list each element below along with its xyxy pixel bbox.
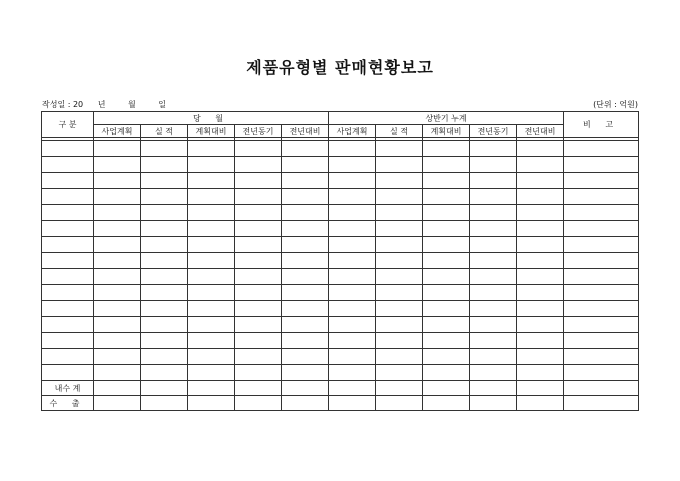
table-cell[interactable] <box>564 141 639 157</box>
table-cell[interactable] <box>235 396 282 411</box>
table-row <box>42 141 639 157</box>
table-cell[interactable] <box>94 237 141 253</box>
table-cell[interactable] <box>42 349 94 365</box>
table-cell[interactable] <box>141 269 188 285</box>
table-cell[interactable] <box>42 141 94 157</box>
table-cell[interactable] <box>188 285 235 301</box>
half-col-vs-prev-year: 전년대비 <box>517 125 564 138</box>
date-line <box>42 99 166 110</box>
table-row <box>42 253 639 269</box>
table-cell[interactable] <box>423 269 470 285</box>
footer-row-export <box>42 396 639 411</box>
table-cell[interactable] <box>376 141 423 157</box>
table-row <box>42 157 639 173</box>
table-cell[interactable] <box>42 237 94 253</box>
table-cell[interactable] <box>423 205 470 221</box>
table-cell[interactable] <box>188 301 235 317</box>
document-title: 제품유형별 판매현황보고 <box>246 58 434 77</box>
table-cell[interactable] <box>329 173 376 189</box>
table-cell[interactable] <box>94 141 141 157</box>
table-cell[interactable] <box>376 285 423 301</box>
table-cell[interactable] <box>235 381 282 396</box>
table-cell[interactable] <box>470 301 517 317</box>
table-cell[interactable] <box>423 157 470 173</box>
table-cell[interactable] <box>141 381 188 396</box>
table-cell[interactable] <box>564 285 639 301</box>
table-cell[interactable] <box>423 173 470 189</box>
table-cell[interactable] <box>517 173 564 189</box>
table-cell[interactable] <box>329 189 376 205</box>
table-cell[interactable] <box>564 365 639 381</box>
table-cell[interactable] <box>517 349 564 365</box>
table-cell[interactable] <box>94 365 141 381</box>
table-cell[interactable] <box>235 141 282 157</box>
table-cell[interactable] <box>329 141 376 157</box>
header-row-columns <box>42 125 639 138</box>
table-cell[interactable] <box>141 317 188 333</box>
table-cell[interactable] <box>517 157 564 173</box>
footer-row-label: 수 출 <box>42 396 94 411</box>
month-label: 월 <box>127 100 136 109</box>
table-cell[interactable] <box>42 253 94 269</box>
table-cell[interactable] <box>235 221 282 237</box>
table-cell[interactable] <box>141 141 188 157</box>
table-cell[interactable] <box>470 349 517 365</box>
table-cell[interactable] <box>42 205 94 221</box>
table-cell[interactable] <box>470 157 517 173</box>
table-cell[interactable] <box>564 317 639 333</box>
table-row <box>42 317 639 333</box>
table-cell[interactable] <box>517 221 564 237</box>
table-cell[interactable] <box>470 269 517 285</box>
table-cell[interactable] <box>188 253 235 269</box>
table-cell[interactable] <box>141 285 188 301</box>
table-cell[interactable] <box>235 205 282 221</box>
table-cell[interactable] <box>564 221 639 237</box>
table-cell[interactable] <box>376 237 423 253</box>
table-cell[interactable] <box>376 253 423 269</box>
table-row <box>42 269 639 285</box>
table-cell[interactable] <box>282 317 329 333</box>
table-cell[interactable] <box>329 396 376 411</box>
table-cell[interactable] <box>188 333 235 349</box>
table-cell[interactable] <box>282 237 329 253</box>
table-cell[interactable] <box>376 269 423 285</box>
table-cell[interactable] <box>564 253 639 269</box>
table-cell[interactable] <box>470 396 517 411</box>
table-cell[interactable] <box>376 221 423 237</box>
table-cell[interactable] <box>188 349 235 365</box>
table-cell[interactable] <box>282 285 329 301</box>
table-cell[interactable] <box>517 333 564 349</box>
half-col-prev-year: 전년동기 <box>470 125 517 138</box>
table-cell[interactable] <box>470 317 517 333</box>
table-cell[interactable] <box>517 396 564 411</box>
month-col-vs-plan: 계획대비 <box>188 125 235 138</box>
table-cell[interactable] <box>42 173 94 189</box>
table-cell[interactable] <box>517 381 564 396</box>
table-cell[interactable] <box>282 301 329 317</box>
table-cell[interactable] <box>141 173 188 189</box>
table-cell[interactable] <box>517 269 564 285</box>
table-cell[interactable] <box>94 221 141 237</box>
table-row <box>42 173 639 189</box>
table-cell[interactable] <box>94 205 141 221</box>
table-cell[interactable] <box>94 317 141 333</box>
table-cell[interactable] <box>235 365 282 381</box>
table-cell[interactable] <box>329 285 376 301</box>
table-row <box>42 221 639 237</box>
table-cell[interactable] <box>282 381 329 396</box>
table-cell[interactable] <box>470 173 517 189</box>
table-cell[interactable] <box>376 205 423 221</box>
table-row <box>42 301 639 317</box>
footer-row-label: 내수 계 <box>42 381 94 396</box>
day-label: 일 <box>158 100 166 109</box>
table-cell[interactable] <box>329 333 376 349</box>
table-cell[interactable] <box>282 365 329 381</box>
table-cell[interactable] <box>188 173 235 189</box>
category-header: 구 분 <box>42 112 94 138</box>
half-col-plan: 사업계획 <box>329 125 376 138</box>
table-cell[interactable] <box>282 189 329 205</box>
table-cell[interactable] <box>564 237 639 253</box>
table-cell[interactable] <box>141 349 188 365</box>
table-cell[interactable] <box>564 349 639 365</box>
table-cell[interactable] <box>517 189 564 205</box>
table-cell[interactable] <box>517 253 564 269</box>
table-cell[interactable] <box>188 269 235 285</box>
table-row <box>42 237 639 253</box>
table-row <box>42 205 639 221</box>
table-cell[interactable] <box>42 317 94 333</box>
table-cell[interactable] <box>329 301 376 317</box>
table-cell[interactable] <box>188 317 235 333</box>
table-cell[interactable] <box>564 189 639 205</box>
table-cell[interactable] <box>282 141 329 157</box>
table-cell[interactable] <box>235 349 282 365</box>
month-col-prev-year: 전년동기 <box>235 125 282 138</box>
table-cell[interactable] <box>42 285 94 301</box>
table-cell[interactable] <box>517 205 564 221</box>
table-cell[interactable] <box>564 396 639 411</box>
table-cell[interactable] <box>423 396 470 411</box>
table-cell[interactable] <box>517 285 564 301</box>
table-cell[interactable] <box>376 396 423 411</box>
table-cell[interactable] <box>282 349 329 365</box>
month-col-vs-prev-year: 전년대비 <box>282 125 329 138</box>
table-cell[interactable] <box>188 189 235 205</box>
table-cell[interactable] <box>470 381 517 396</box>
table-cell[interactable] <box>94 269 141 285</box>
table-cell[interactable] <box>423 237 470 253</box>
table-cell[interactable] <box>42 269 94 285</box>
table-cell[interactable] <box>282 253 329 269</box>
table-cell[interactable] <box>188 365 235 381</box>
table-cell[interactable] <box>376 301 423 317</box>
table-cell[interactable] <box>282 173 329 189</box>
table-cell[interactable] <box>42 365 94 381</box>
table-cell[interactable] <box>564 173 639 189</box>
table-cell[interactable] <box>376 333 423 349</box>
table-cell[interactable] <box>517 237 564 253</box>
table-cell[interactable] <box>329 253 376 269</box>
table-cell[interactable] <box>423 381 470 396</box>
table-cell[interactable] <box>329 317 376 333</box>
year-label: 년 <box>97 100 106 109</box>
table-cell[interactable] <box>423 301 470 317</box>
half-year-header: 상반기 누계 <box>329 112 564 125</box>
month-col-actual: 실 적 <box>141 125 188 138</box>
table-cell[interactable] <box>94 285 141 301</box>
table-cell[interactable] <box>235 285 282 301</box>
table-cell[interactable] <box>376 365 423 381</box>
table-cell[interactable] <box>470 285 517 301</box>
header-row-groups <box>42 112 639 125</box>
table-cell[interactable] <box>235 237 282 253</box>
table-cell[interactable] <box>376 381 423 396</box>
table-cell[interactable] <box>235 253 282 269</box>
table-cell[interactable] <box>42 189 94 205</box>
table-cell[interactable] <box>188 237 235 253</box>
table-cell[interactable] <box>329 269 376 285</box>
table-cell[interactable] <box>188 396 235 411</box>
table-cell[interactable] <box>235 269 282 285</box>
footer-row-domestic <box>42 381 639 396</box>
table-cell[interactable] <box>470 365 517 381</box>
table-cell[interactable] <box>376 173 423 189</box>
table-cell[interactable] <box>141 365 188 381</box>
table-row <box>42 333 639 349</box>
table-cell[interactable] <box>470 237 517 253</box>
table-row <box>42 285 639 301</box>
table-cell[interactable] <box>564 269 639 285</box>
table-cell[interactable] <box>42 157 94 173</box>
table-cell[interactable] <box>94 173 141 189</box>
table-cell[interactable] <box>282 205 329 221</box>
table-cell[interactable] <box>282 157 329 173</box>
table-cell[interactable] <box>141 253 188 269</box>
table-cell[interactable] <box>94 301 141 317</box>
table-cell[interactable] <box>188 381 235 396</box>
table-cell[interactable] <box>376 317 423 333</box>
table-cell[interactable] <box>42 221 94 237</box>
table-row <box>42 189 639 205</box>
table-cell[interactable] <box>376 189 423 205</box>
table-cell[interactable] <box>564 301 639 317</box>
current-month-header: 당 월 <box>94 112 329 125</box>
table-cell[interactable] <box>94 396 141 411</box>
table-cell[interactable] <box>470 221 517 237</box>
table-cell[interactable] <box>141 237 188 253</box>
table-cell[interactable] <box>235 301 282 317</box>
table-cell[interactable] <box>235 157 282 173</box>
table-cell[interactable] <box>141 333 188 349</box>
table-cell[interactable] <box>423 349 470 365</box>
table-cell[interactable] <box>376 157 423 173</box>
table-cell[interactable] <box>235 317 282 333</box>
month-col-plan: 사업계획 <box>94 125 141 138</box>
table-cell[interactable] <box>141 301 188 317</box>
unit-label: (단위 : 억원) <box>593 100 638 109</box>
table-cell[interactable] <box>329 157 376 173</box>
table-cell[interactable] <box>235 333 282 349</box>
table-cell[interactable] <box>423 253 470 269</box>
table-cell[interactable] <box>141 396 188 411</box>
table-cell[interactable] <box>94 253 141 269</box>
table-cell[interactable] <box>329 381 376 396</box>
table-cell[interactable] <box>94 349 141 365</box>
table-cell[interactable] <box>470 333 517 349</box>
table-cell[interactable] <box>376 349 423 365</box>
table-cell[interactable] <box>141 189 188 205</box>
table-cell[interactable] <box>188 205 235 221</box>
table-cell[interactable] <box>470 205 517 221</box>
table-cell[interactable] <box>517 317 564 333</box>
table-cell[interactable] <box>141 157 188 173</box>
table-cell[interactable] <box>188 141 235 157</box>
table-cell[interactable] <box>94 189 141 205</box>
date-label: 작성일 : 20 <box>42 100 84 109</box>
table-cell[interactable] <box>329 237 376 253</box>
table-cell[interactable] <box>94 381 141 396</box>
table-row <box>42 365 639 381</box>
table-cell[interactable] <box>329 221 376 237</box>
table-cell[interactable] <box>141 205 188 221</box>
table-cell[interactable] <box>42 333 94 349</box>
table-row <box>42 349 639 365</box>
table-cell[interactable] <box>282 396 329 411</box>
table-cell[interactable] <box>423 333 470 349</box>
table-cell[interactable] <box>564 205 639 221</box>
table-cell[interactable] <box>564 157 639 173</box>
table-cell[interactable] <box>188 221 235 237</box>
sales-report-table <box>41 111 639 411</box>
table-cell[interactable] <box>470 189 517 205</box>
table-cell[interactable] <box>94 333 141 349</box>
table-cell[interactable] <box>282 269 329 285</box>
table-cell[interactable] <box>564 333 639 349</box>
table-cell[interactable] <box>141 221 188 237</box>
table-cell[interactable] <box>42 301 94 317</box>
table-cell[interactable] <box>235 189 282 205</box>
remarks-header: 비 고 <box>564 112 639 138</box>
table-cell[interactable] <box>94 157 141 173</box>
table-cell[interactable] <box>423 221 470 237</box>
half-col-vs-plan: 계획대비 <box>423 125 470 138</box>
table-cell[interactable] <box>282 221 329 237</box>
table-cell[interactable] <box>329 349 376 365</box>
table-cell[interactable] <box>517 365 564 381</box>
table-cell[interactable] <box>470 253 517 269</box>
table-cell[interactable] <box>329 365 376 381</box>
table-cell[interactable] <box>282 333 329 349</box>
table-cell[interactable] <box>470 141 517 157</box>
table-cell[interactable] <box>235 173 282 189</box>
table-cell[interactable] <box>564 381 639 396</box>
table-cell[interactable] <box>423 317 470 333</box>
half-col-actual: 실 적 <box>376 125 423 138</box>
table-cell[interactable] <box>423 189 470 205</box>
table-cell[interactable] <box>423 141 470 157</box>
table-cell[interactable] <box>188 157 235 173</box>
table-cell[interactable] <box>423 365 470 381</box>
table-cell[interactable] <box>329 205 376 221</box>
table-cell[interactable] <box>423 285 470 301</box>
table-cell[interactable] <box>517 141 564 157</box>
table-cell[interactable] <box>517 301 564 317</box>
